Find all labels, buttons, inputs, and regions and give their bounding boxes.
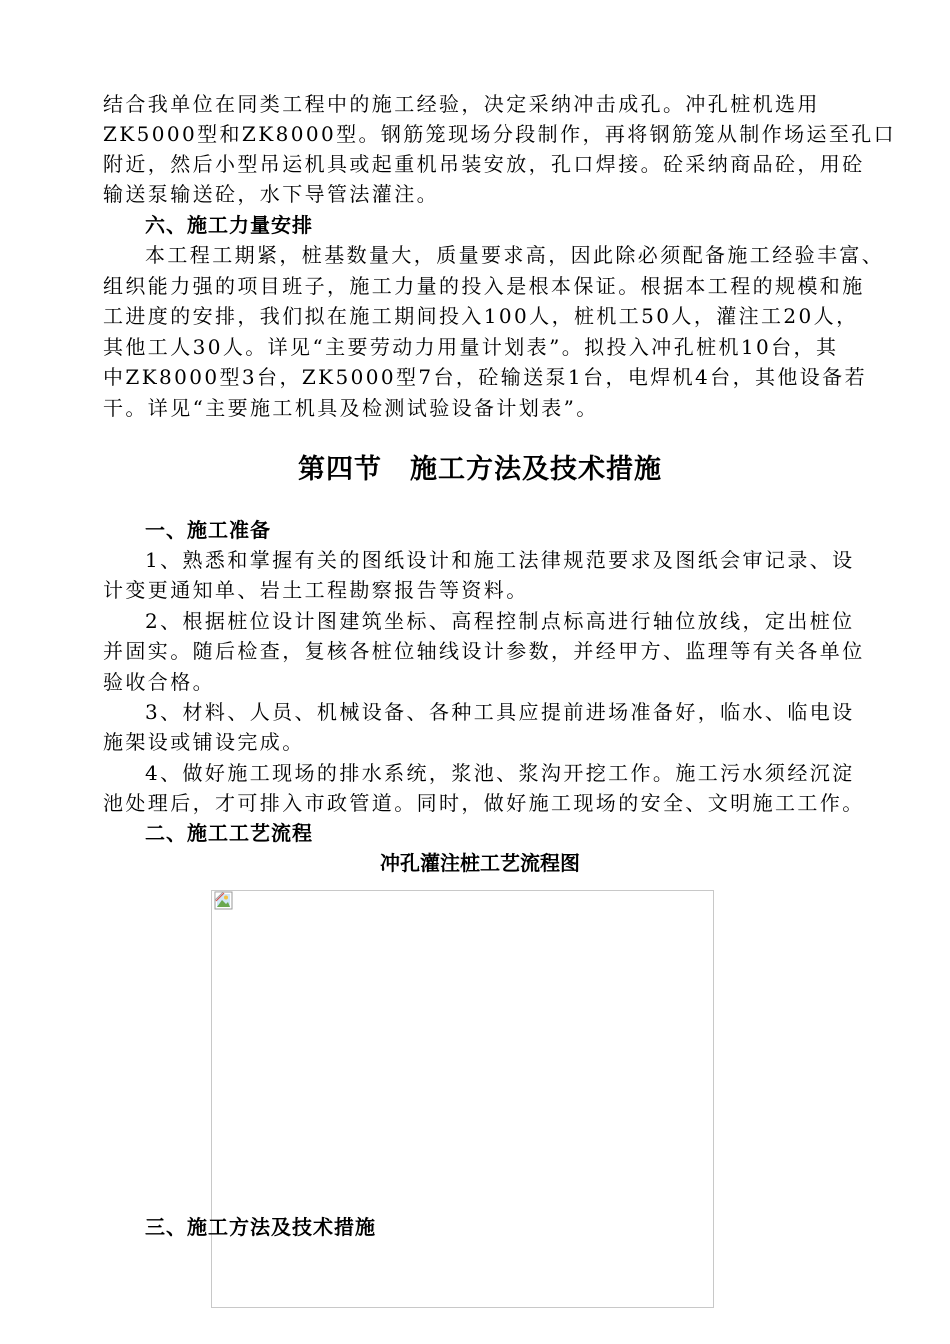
- part-1-heading: 一、施工准备: [145, 518, 271, 542]
- section-6-heading: 六、施工力量安排: [145, 213, 313, 237]
- section-6-line-2: 组织能力强的项目班子，施工力量的投入是根本保证。根据本工程的规模和施: [103, 274, 865, 298]
- intro-line-2: ZK5000型和ZK8000型。钢筋笼现场分段制作，再将钢筋笼从制作场运至孔口: [103, 122, 897, 146]
- section-6-line-4: 其他工人30人。详见“主要劳动力用量计划表”。拟投入冲孔桩机10台，其: [103, 335, 839, 359]
- chapter-title: 第四节 施工方法及技术措施: [298, 454, 662, 485]
- part-3-heading: 三、施工方法及技术措施: [145, 1215, 376, 1239]
- part-1-item-2-line-1: 2、根据桩位设计图建筑坐标、高程控制点标高进行轴位放线，定出桩位: [145, 609, 855, 633]
- part-1-item-1-line-1: 1、熟悉和掌握有关的图纸设计和施工法律规范要求及图纸会审记录、设: [145, 548, 855, 572]
- part-1-item-3-line-2: 施架设或铺设完成。: [103, 730, 305, 754]
- intro-line-3: 附近，然后小型吊运机具或起重机吊装安放，孔口焊接。砼采纳商品砼，用砼: [103, 152, 865, 176]
- section-6-line-1: 本工程工期紧，桩基数量大，质量要求高，因此除必须配备施工经验丰富、: [145, 243, 885, 267]
- broken-image-icon: [214, 891, 234, 911]
- figure-caption: 冲孔灌注桩工艺流程图: [380, 851, 580, 875]
- part-1-item-1-line-2: 计变更通知单、岩土工程勘察报告等资料。: [103, 578, 529, 602]
- part-1-item-2-line-3: 验收合格。: [103, 670, 215, 694]
- part-1-item-2-line-2: 并固实。随后检查，复核各桩位轴线设计参数，并经甲方、监理等有关各单位: [103, 639, 865, 663]
- part-2-heading: 二、施工工艺流程: [145, 821, 313, 845]
- section-6-line-6: 干。详见“主要施工机具及检测试验设备计划表”。: [103, 396, 599, 420]
- part-1-item-3-line-1: 3、材料、人员、机械设备、各种工具应提前进场准备好，临水、临电设: [145, 700, 855, 724]
- intro-line-1: 结合我单位在同类工程中的施工经验，决定采纳冲击成孔。冲孔桩机选用: [103, 92, 820, 116]
- part-1-item-4-line-1: 4、做好施工现场的排水系统，浆池、浆沟开挖工作。施工污水须经沉淀: [145, 761, 855, 785]
- flowchart-image-placeholder: [211, 890, 714, 1308]
- intro-line-4: 输送泵输送砼，水下导管法灌注。: [103, 182, 439, 206]
- section-6-line-3: 工进度的安排，我们拟在施工期间投入100人，桩机工50人，灌注工20人，: [103, 304, 859, 328]
- section-6-line-5: 中ZK8000型3台，ZK5000型7台，砼输送泵1台，电焊机4台，其他设备若: [103, 365, 867, 389]
- part-1-item-4-line-2: 池处理后，才可排入市政管道。同时，做好施工现场的安全、文明施工工作。: [103, 791, 865, 815]
